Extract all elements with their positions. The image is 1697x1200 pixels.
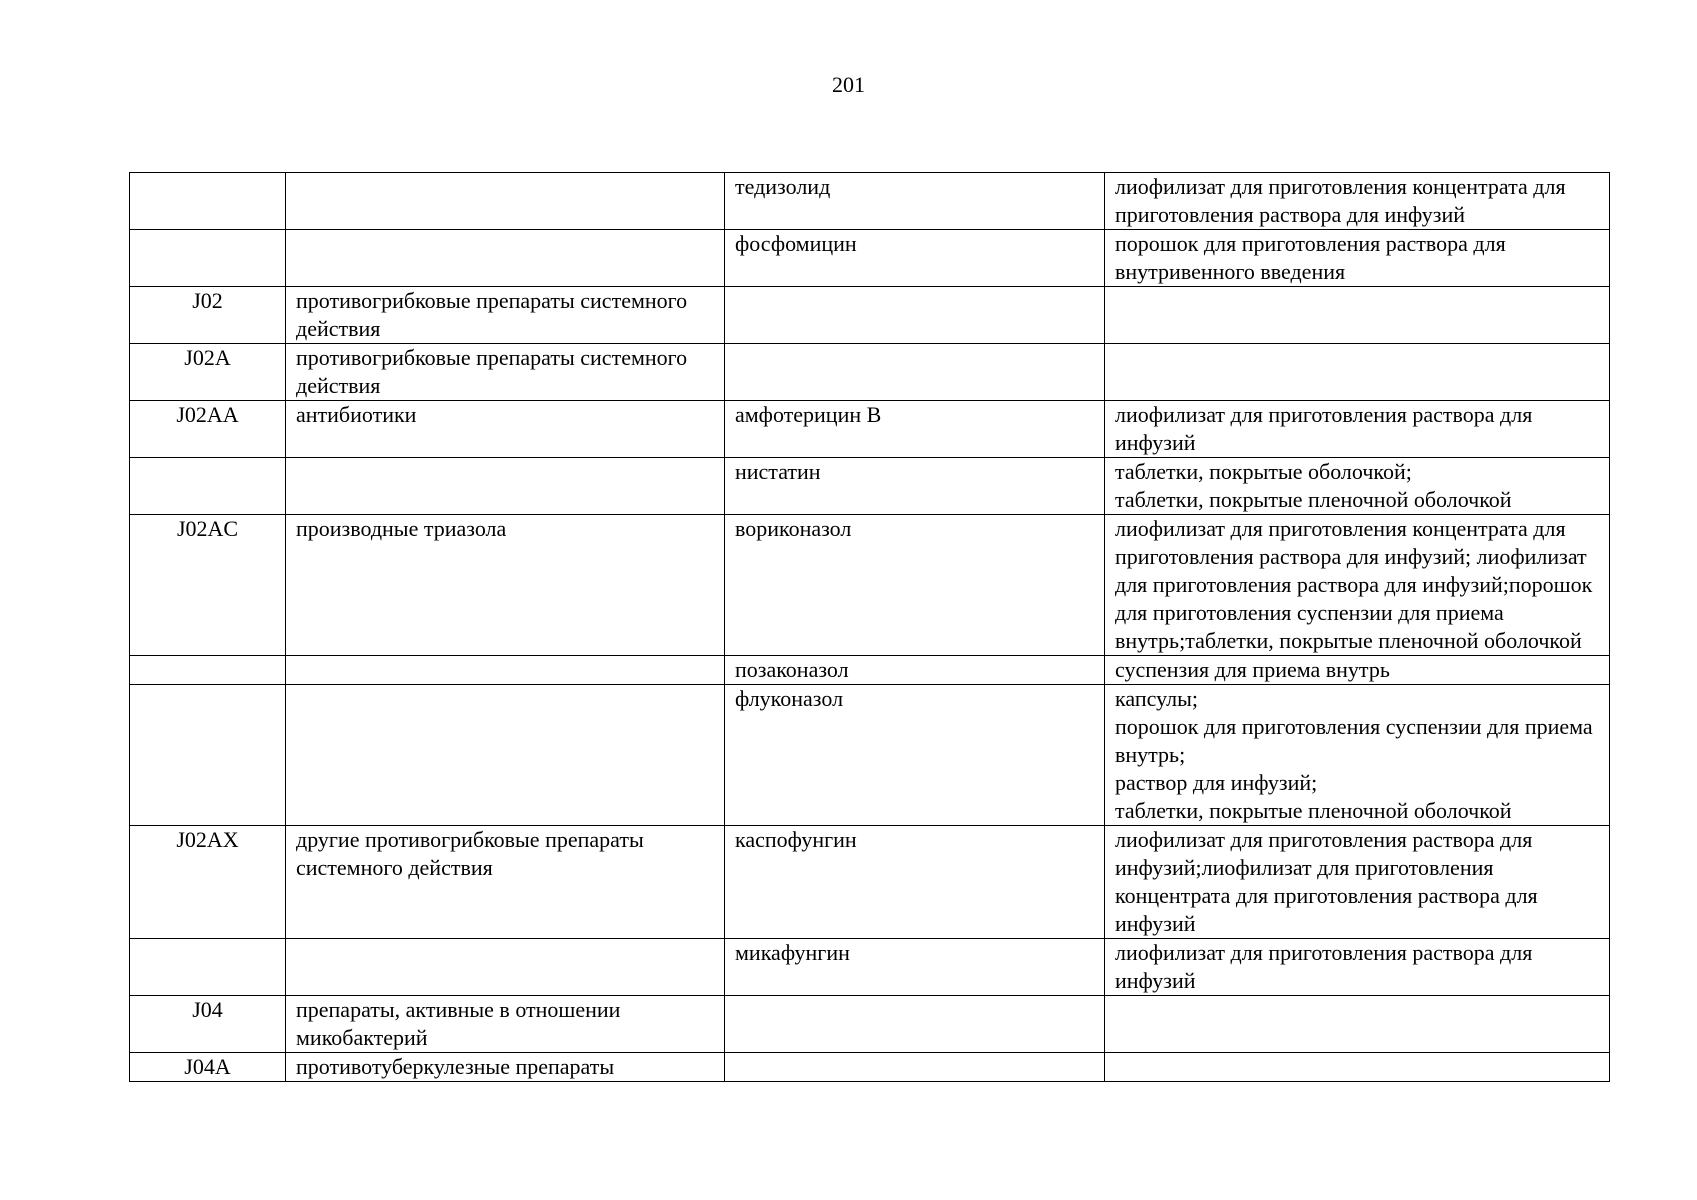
atc-code-cell — [130, 656, 286, 685]
dosage-forms-cell: суспензия для приема внутрь — [1105, 656, 1610, 685]
drug-cell: позаконазол — [725, 656, 1105, 685]
dosage-forms-cell — [1105, 996, 1610, 1053]
atc-code-cell — [130, 685, 286, 826]
table-row — [130, 656, 1610, 685]
dosage-forms-cell — [1105, 287, 1610, 344]
table-row — [130, 401, 1610, 458]
group-cell: противогрибковые препараты системного действия — [286, 287, 725, 344]
atc-code-cell — [130, 230, 286, 287]
dosage-forms-cell: лиофилизат для приготовления раствора для инфузий — [1105, 939, 1610, 996]
group-cell — [286, 685, 725, 826]
table-row — [130, 287, 1610, 344]
table-row — [130, 685, 1610, 826]
group-cell: антибиотики — [286, 401, 725, 458]
dosage-forms-cell: лиофилизат для приготовления концентрата для приготовления раствора для инфузий — [1105, 173, 1610, 230]
page-number: 201 — [832, 72, 865, 97]
drug-cell — [725, 344, 1105, 401]
table-row — [130, 826, 1610, 939]
dosage-forms-cell — [1105, 344, 1610, 401]
group-cell: другие противогрибковые препараты системного действия — [286, 826, 725, 939]
drug-cell: фосфомицин — [725, 230, 1105, 287]
group-cell: противотуберкулезные препараты — [286, 1053, 725, 1082]
dosage-forms-cell: таблетки, покрытые оболочкой; таблетки, покрытые пленочной оболочкой — [1105, 458, 1610, 515]
table-row — [130, 173, 1610, 230]
drug-cell: нистатин — [725, 458, 1105, 515]
group-cell — [286, 939, 725, 996]
table-row — [130, 939, 1610, 996]
atc-code-cell: J02AC — [130, 515, 286, 656]
table-row — [130, 1053, 1610, 1082]
drug-cell: каспофунгин — [725, 826, 1105, 939]
drug-cell: амфотерицин B — [725, 401, 1105, 458]
atc-code-cell — [130, 939, 286, 996]
atc-code-cell — [130, 458, 286, 515]
atc-code-cell: J02A — [130, 344, 286, 401]
table-row — [130, 996, 1610, 1053]
drug-cell: тедизолид — [725, 173, 1105, 230]
dosage-forms-cell: лиофилизат для приготовления раствора для инфузий;лиофилизат для приготовления концентрата для приготовления раствора для инфузий — [1105, 826, 1610, 939]
dosage-forms-cell — [1105, 1053, 1610, 1082]
dosage-forms-cell: капсулы; порошок для приготовления суспензии для приема внутрь; раствор для инфузий; таблетки, покрытые пленочной оболочкой — [1105, 685, 1610, 826]
group-cell — [286, 173, 725, 230]
group-cell — [286, 656, 725, 685]
drug-cell: флуконазол — [725, 685, 1105, 826]
table-row — [130, 458, 1610, 515]
atc-code-cell: J02AX — [130, 826, 286, 939]
drug-cell — [725, 287, 1105, 344]
drug-table — [129, 172, 1610, 1082]
atc-code-cell: J02 — [130, 287, 286, 344]
group-cell — [286, 458, 725, 515]
drug-cell — [725, 996, 1105, 1053]
dosage-forms-cell: лиофилизат для приготовления концентрата для приготовления раствора для инфузий; лиофилизат для приготовления раствора для инфузий;порошок для приготовления суспензии для приема внутрь;таблетки, покрытые пленочной оболочкой — [1105, 515, 1610, 656]
group-cell: производные триазола — [286, 515, 725, 656]
atc-code-cell: J04 — [130, 996, 286, 1053]
group-cell: противогрибковые препараты системного действия — [286, 344, 725, 401]
table-row — [130, 230, 1610, 287]
dosage-forms-cell: порошок для приготовления раствора для внутривенного введения — [1105, 230, 1610, 287]
atc-code-cell: J04A — [130, 1053, 286, 1082]
drug-cell: микафунгин — [725, 939, 1105, 996]
group-cell: препараты, активные в отношении микобактерий — [286, 996, 725, 1053]
drug-cell — [725, 1053, 1105, 1082]
atc-code-cell — [130, 173, 286, 230]
table-row — [130, 515, 1610, 656]
table-row — [130, 344, 1610, 401]
drug-cell: вориконазол — [725, 515, 1105, 656]
group-cell — [286, 230, 725, 287]
atc-code-cell: J02AA — [130, 401, 286, 458]
dosage-forms-cell: лиофилизат для приготовления раствора для инфузий — [1105, 401, 1610, 458]
